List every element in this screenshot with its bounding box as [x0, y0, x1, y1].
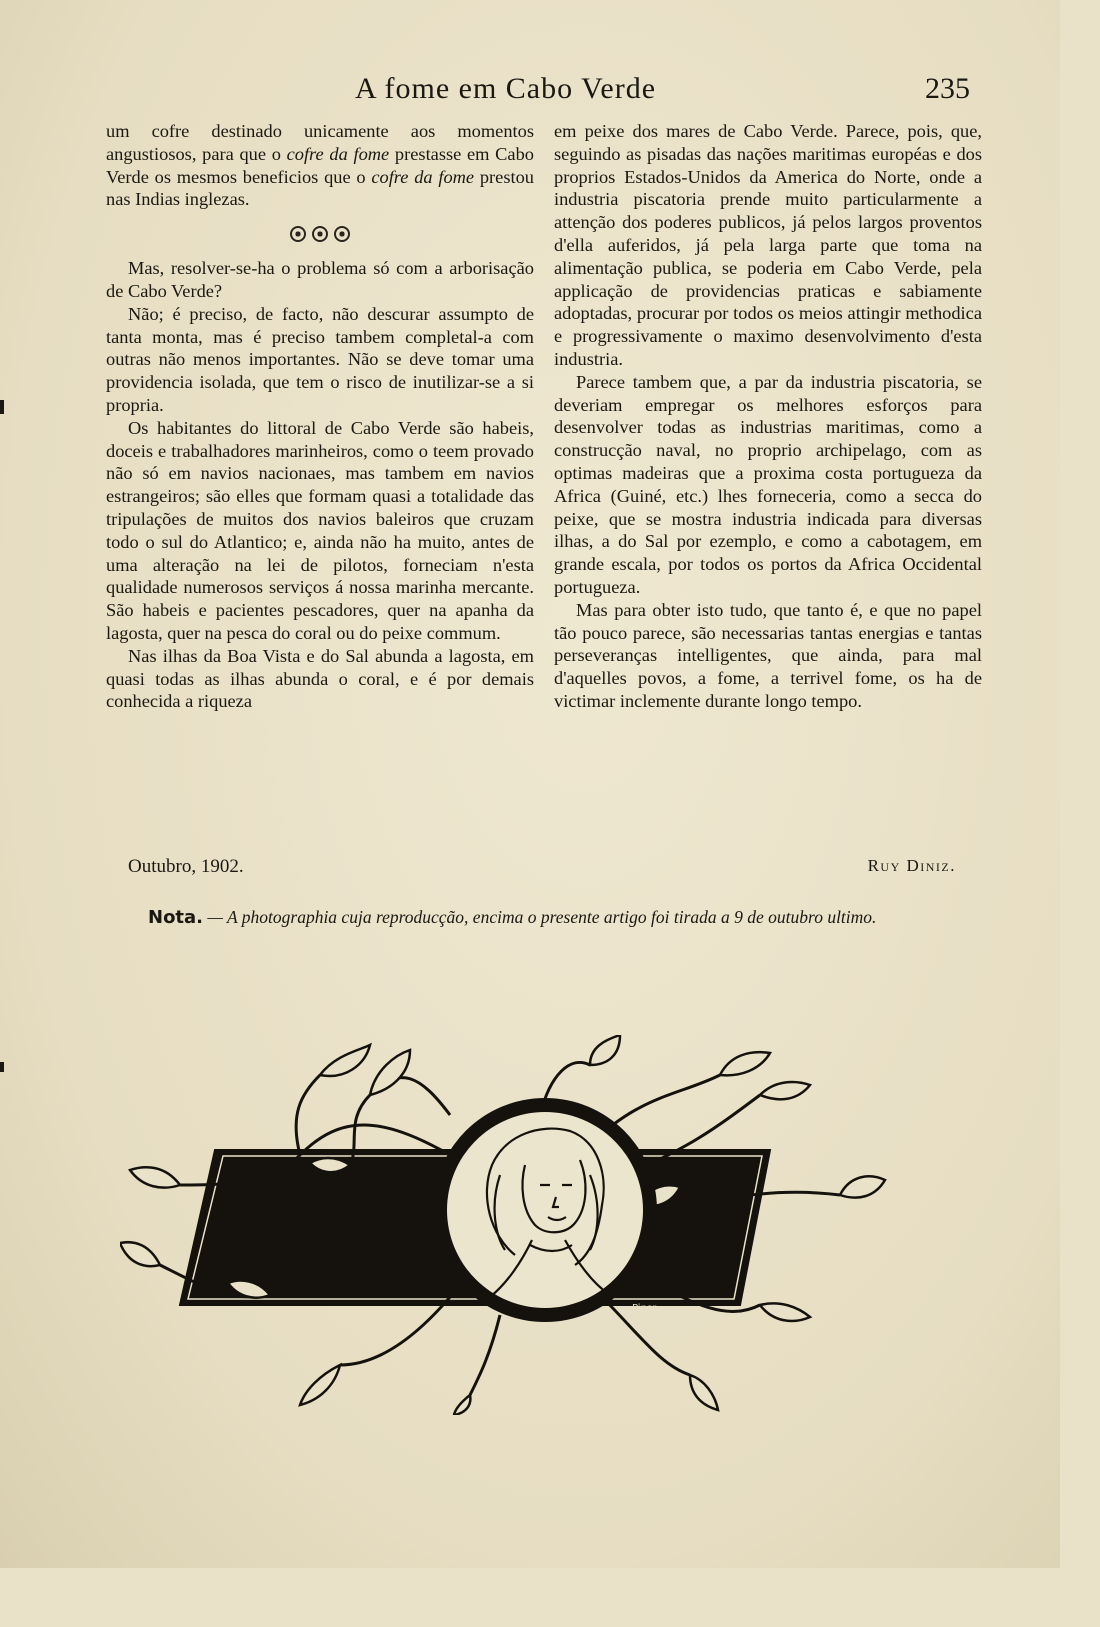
paragraph: um cofre destinado unicamente aos momentos angustiosos, para que o cofre da fome prestasse em Cabo Verde os mesmos beneficios que o cofre da fome prestou nas Indias inglezas.	[106, 121, 534, 210]
page-number: 235	[925, 72, 970, 105]
paragraph: Nas ilhas da Boa Vista e do Sal abunda a lagosta, em quasi todas as ilhas abunda o coral, e é por demais conhecida a riqueza	[106, 645, 534, 712]
page-header	[100, 72, 970, 112]
left-column	[106, 120, 534, 713]
note-text: — A photographia cuja reproducção, encima o presente artigo foi tirada a 9 de outubro ultimo.	[203, 907, 877, 927]
paragraph: Mas, resolver-se-ha o problema só com a arborisação de Cabo Verde?	[106, 258, 534, 301]
dateline: Outubro, 1902.	[128, 856, 244, 877]
decorative-vignette	[120, 1035, 980, 1415]
paragraph: Os habitantes do littoral de Cabo Verde são habeis, doceis e trabalhadores marinheiros, como o teem provado não só em navios nacionaes, mas tambem em navios estrangeiros; são elles que formam quasi a totalidade das tripulações de muitos dos navios baleiros que cruzam todo o sul do Atlantico; e, ainda não ha muito, antes de uma alteração na lei de pilotos, forneciam n'esta qualidade numerosos serviços á nossa marinha mercante. São habeis e pacientes pescadores, quer na apanha da lagosta, quer na pesca do coral ou do peixe commum.	[106, 417, 534, 643]
author-signature: Ruy Diniz.	[867, 856, 956, 875]
paragraph: Não; é preciso, de facto, não descurar assumpto de tanta monta, mas é preciso tambem completal-a com outras não menos importantes. Não se deve tomar uma providencia isolada, que tem o risco de inutilizar-se a si propria.	[106, 303, 534, 415]
paragraph: Mas para obter isto tudo, que tanto é, e que no papel tão pouco parece, são necessarias tantas energias e tantas perseveranças intelligentes, que ainda, para mal d'aquelles povos, a fome, a terrivel fome, os ha de victimar inclemente durante longo tempo.	[554, 599, 982, 711]
running-title: A fome em Cabo Verde	[355, 72, 657, 105]
section-divider-ornament	[106, 211, 534, 257]
paragraph: em peixe dos mares de Cabo Verde. Parece, pois, que, seguindo as pisadas das nações maritimas européas e dos proprios Estados-Unidos da America do Norte, onde a industria piscatoria prende muito particularmente a attenção dos poderes publicos, já pelos largos proventos d'ella auferidos, já pela larga parte que toma na alimentação publica, se poderia em Cabo Verde, pela applicação de providencias praticas e sabiamente adoptadas, procurar por todos os meios attingir methodica e progressivamente o maximo desenvolvimento d'esta industria.	[554, 121, 982, 369]
margin-mark	[0, 1062, 4, 1072]
margin-mark	[0, 400, 4, 414]
artist-mark: Pinsr	[632, 1303, 657, 1314]
note-label: Nota.	[148, 907, 204, 928]
note	[104, 906, 980, 929]
article-body	[106, 120, 982, 840]
paragraph: Parece tambem que, a par da industria piscatoria, se deveriam empregar os melhores esforços para desenvolver todas as industrias maritimas, como a construcção naval, no proprio archipelago, com as optimas madeiras que a proxima costa portugueza da Africa (Guiné, etc.) lhes forneceria, como a secca do peixe, que se mostra industria indicada para diversas ilhas, a do Sal por ezemplo, e como a cabotagem, em grande escala, por todos os portos da Africa Occidental portugueza.	[554, 371, 982, 597]
medallion-portrait	[447, 1112, 643, 1308]
right-column	[554, 120, 982, 713]
